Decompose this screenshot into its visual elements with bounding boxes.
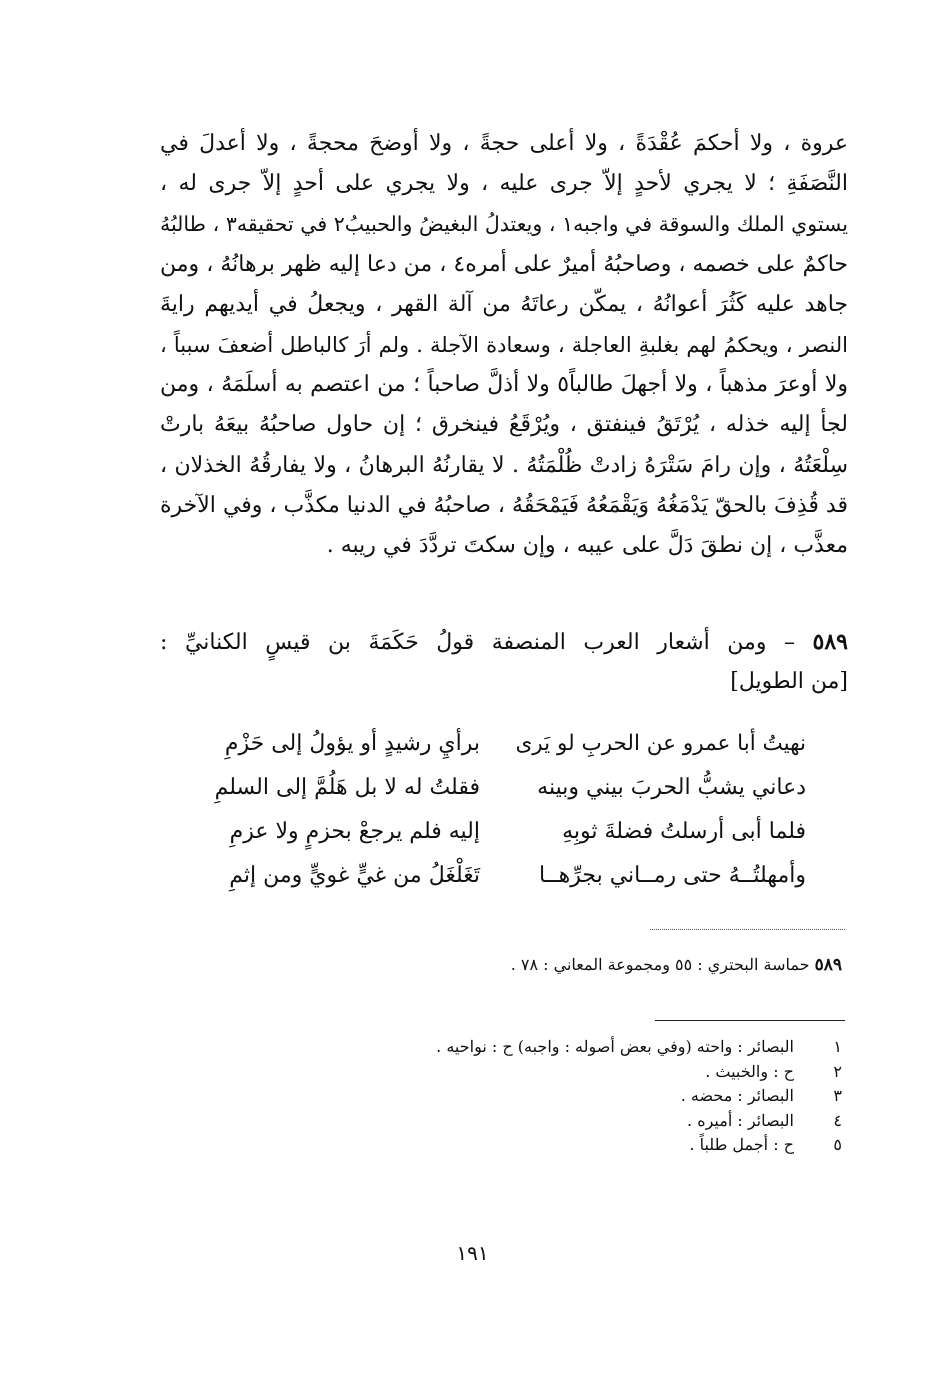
prose-line: النصر ، ويحكمُ لهم بغلبةِ العاجلة ، وسعادة الآجلة . ولم أرَ كالباطل أضعفَ سبباً ، — [160, 332, 848, 357]
source-entry-number: ٥٨٩ — [814, 955, 842, 975]
prose-line: سِلْعَتُهُ ، وإن رامَ سَتْرَهُ زادتْ ظُلْمَتُهُ . لا يقارنُهُ البرهانُ ، ولا يفارقُهُ الخذلان ، — [160, 452, 848, 478]
entry-intro-text: – ومن أشعار العرب المنصفة قولُ حَكَمَةَ بن قيسٍ الكنانيِّ : — [160, 630, 813, 655]
footnote-text: البصائر : واحته (وفي بعض أصوله : واجبه) ح : نواحيه . — [436, 1037, 794, 1056]
dotted-separator — [650, 929, 845, 930]
footnote — [436, 1060, 842, 1085]
prose-line: جاهد عليه كَثُرَ أعوانُهُ ، يمكّن رعاتَهُ من آلة القهر ، ويجعلُ في أيديهم رايةَ — [160, 291, 848, 317]
footnote-number: ٤ — [833, 1110, 842, 1130]
entry-intro-line — [160, 622, 848, 662]
verse-second-hemistich: فقلتُ له لا بل هَلُمَّ إلى السلمِ — [214, 775, 480, 800]
verse-first-hemistich: فلما أبى أرسلتُ فضلةَ ثوبِهِ — [562, 819, 806, 844]
footnote-number: ٣ — [833, 1086, 842, 1105]
poem-verse — [160, 810, 848, 854]
footnotes — [436, 1035, 842, 1158]
prose-line: عروة ، ولا أحكمَ عُقْدَةً ، ولا أعلى حجةً ، ولا أوضحَ محجةً ، ولا أعدلَ في — [160, 131, 848, 156]
poem-verse — [160, 722, 848, 766]
footnote — [436, 1133, 842, 1158]
footnote-number: ١ — [833, 1037, 842, 1056]
footnote-text: ح : والخبيث . — [705, 1061, 794, 1081]
prose-line: لجأ إليه خذله ، يُرْتَقُ فينفتق ، ويُرْقَعُ فينخرق ؛ إن حاول صاحبُهُ بيعَهُ بارتْ — [160, 412, 848, 438]
prose-line: يستوي الملك والسوقة في واجبه١ ، ويعتدلُ البغيضُ والحبيبُ٢ في تحقيقه٣ ، طالبُهُ — [160, 212, 848, 237]
entry-number: ٥٨٩ — [812, 629, 848, 655]
footnote-text: البصائر : أميره . — [687, 1110, 794, 1130]
footnote — [436, 1035, 842, 1060]
footnote-text: ح : أجمل طلباً . — [689, 1135, 794, 1154]
poem — [160, 722, 848, 898]
source-text: حماسة البحتري : ٥٥ ومجموعة المعاني : ٧٨ . — [510, 955, 815, 974]
prose-line: ولا أوعرَ مذهباً ، ولا أجهلَ طالباً٥ ولا أذلَّ صاحباً ؛ من اعتصم به أسلَمَهُ ، ومن — [160, 372, 848, 398]
footnote-number: ٥ — [833, 1135, 842, 1154]
prose-paragraph — [160, 124, 848, 566]
source-reference — [511, 955, 842, 975]
entry-heading — [160, 622, 848, 702]
prose-line: النَّصَفَةِ ؛ لا يجري لأحدٍ إلاّ جرى عليه ، ولا يجري على أحدٍ إلاّ جرى له ، — [160, 171, 848, 197]
page-number: ١٩١ — [456, 1241, 489, 1265]
prose-line: معذَّب ، إن نطقَ دَلَّ على عيبه ، وإن سكتَ تردَّدَ في ريبه . — [326, 532, 848, 558]
prose-line: حاكمٌ على خصمه ، وصاحبُهُ أميرٌ على أمره٤ ، من دعا إليه ظهر برهانُهُ ، ومن — [160, 251, 848, 277]
verse-second-hemistich: تَغَلْغَلُ من غيٍّ غويٍّ ومن إثمِ — [229, 863, 480, 888]
footnote — [436, 1109, 842, 1134]
verse-first-hemistich: نهيتُ أبا عمرو عن الحربِ لو يَرى — [515, 731, 806, 756]
footnote-rule — [655, 1020, 845, 1021]
entry-meter: [من الطويل] — [730, 669, 848, 694]
verse-first-hemistich: وأمهلتُــهُ حتى رمــاني بجرِّهــا — [539, 863, 806, 888]
footnote — [436, 1084, 842, 1109]
poem-verse — [160, 854, 848, 898]
verse-second-hemistich: إليه فلم يرجعْ بحزمٍ ولا عزمِ — [229, 819, 480, 844]
verse-first-hemistich: دعاني يشبُّ الحربَ بيني وبينه — [537, 775, 806, 800]
footnote-text: البصائر : محضه . — [680, 1086, 794, 1105]
footnote-number: ٢ — [833, 1061, 842, 1081]
verse-second-hemistich: برأيِ رشيدٍ أو يؤولُ إلى حَزْمِ — [224, 731, 480, 756]
prose-line: قد قُذِفَ بالحقّ يَدْمَغُهُ وَيَقْمَعُهُ فَيَمْحَقُهُ ، صاحبُهُ في الدنيا مكذَّب ، وفي الآخرة — [160, 492, 848, 518]
poem-verse — [160, 766, 848, 810]
